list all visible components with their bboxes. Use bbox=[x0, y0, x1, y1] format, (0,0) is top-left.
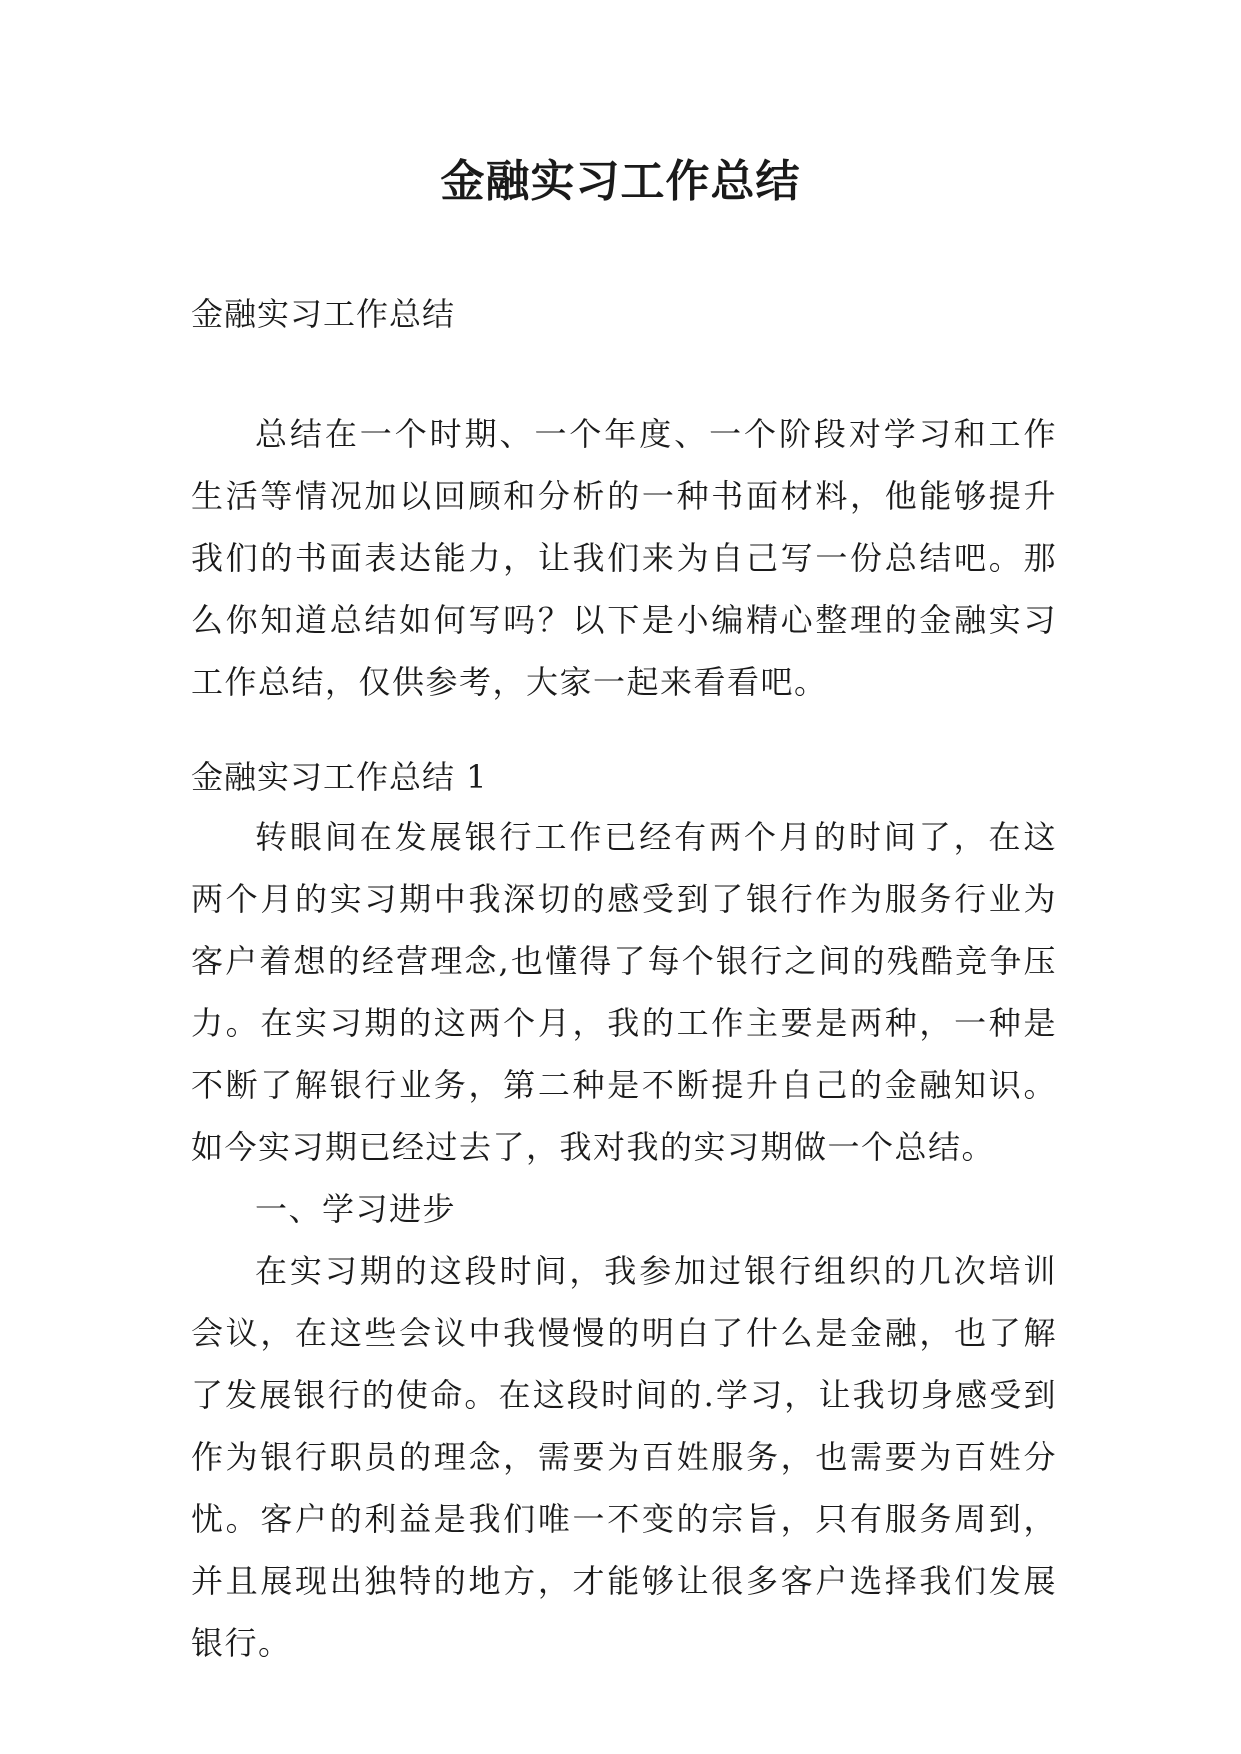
section-body bbox=[191, 806, 1057, 1674]
section-subheading: 一、学习进步 bbox=[255, 1190, 457, 1228]
intro-paragraph: 总结在一个时期、一个年度、一个阶段对学习和工作生活等情况加以回顾和分析的一种书面材料，他能够提升我们的书面表达能力，让我们来为自己写一份总结吧。那么你知道总结如何写吗？以下是小编精心整理的金融实习工作总结，仅供参考，大家一起来看看吧。 bbox=[191, 415, 1057, 701]
document-subtitle: 金融实习工作总结 bbox=[191, 295, 456, 333]
document-title: 金融实习工作总结 bbox=[440, 156, 801, 207]
section-paragraph-1: 转眼间在发展银行工作已经有两个月的时间了，在这两个月的实习期中我深切的感受到了银行作为服务行业为客户着想的经营理念,也懂得了每个银行之间的残酷竞争压力。在实习期的这两个月，我的工作主要是两种，一种是不断了解银行业务，第二种是不断提升自己的金融知识。如今实习期已经过去了，我对我的实习期做一个总结。 bbox=[191, 818, 1057, 1166]
section-paragraph-2: 在实习期的这段时间，我参加过银行组织的几次培训会议，在这些会议中我慢慢的明白了什么是金融，也了解了发展银行的使命。在这段时间的.学习，让我切身感受到作为银行职员的理念，需要为百姓服务，也需要为百姓分忧。客户的利益是我们唯一不变的宗旨，只有服务周到，并且展现出独特的地方，才能够让很多客户选择我们发展银行。 bbox=[191, 1252, 1057, 1662]
section-heading: 金融实习工作总结 1 bbox=[191, 758, 488, 796]
